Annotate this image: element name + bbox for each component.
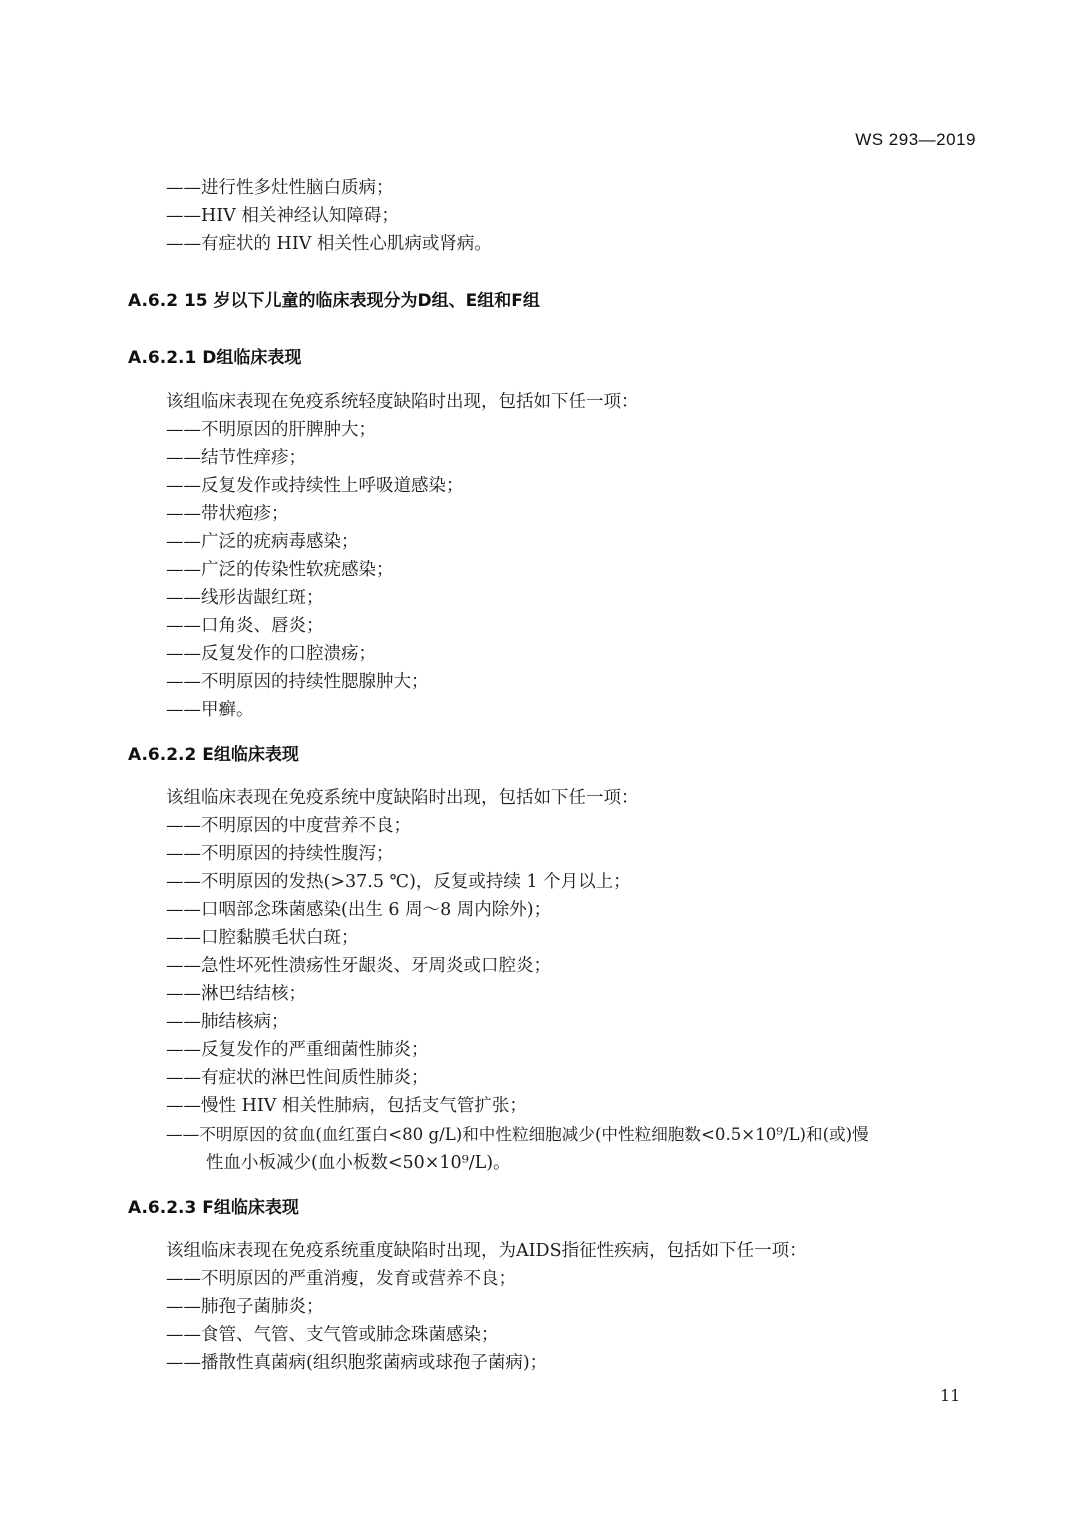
list-item-continuation: 性血小板减少(血小板数<50×10⁹/L)。	[206, 1153, 511, 1173]
paragraph: 该组临床表现在免疫系统中度缺陷时出现，包括如下任一项：	[166, 788, 639, 808]
list-item: ——广泛的传染性软疣感染；	[166, 560, 394, 580]
document-code: WS 293—2019	[855, 130, 976, 149]
page-number: 11	[940, 1386, 961, 1405]
list-item: ——淋巴结结核；	[166, 984, 306, 1004]
list-item: ——反复发作或持续性上呼吸道感染；	[166, 476, 464, 496]
list-item: ——食管、气管、支气管或肺念珠菌感染；	[166, 1325, 499, 1345]
list-item: ——不明原因的中度营养不良；	[166, 816, 411, 836]
section-heading-a622: A.6.2.2 E组临床表现	[128, 745, 299, 765]
list-item: ——肺结核病；	[166, 1012, 289, 1032]
paragraph: 该组临床表现在免疫系统轻度缺陷时出现，包括如下任一项：	[166, 392, 639, 412]
list-item: ——不明原因的持续性腹泻；	[166, 844, 394, 864]
list-item: ——有症状的 HIV 相关性心肌病或肾病。	[166, 234, 492, 254]
list-item: ——不明原因的严重消瘦，发育或营养不良；	[166, 1269, 516, 1289]
list-item: ——广泛的疣病毒感染；	[166, 532, 359, 552]
list-item: ——口角炎、唇炎；	[166, 616, 324, 636]
list-item: ——甲癣。	[166, 700, 254, 720]
list-item: ——反复发作的口腔溃疡；	[166, 644, 376, 664]
list-item: ——口腔黏膜毛状白斑；	[166, 928, 359, 948]
list-item: ——不明原因的发热(>37.5 ℃)，反复或持续 1 个月以上；	[166, 872, 631, 892]
section-heading-a623: A.6.2.3 F组临床表现	[128, 1198, 299, 1218]
paragraph: 该组临床表现在免疫系统重度缺陷时出现，为AIDS指征性疾病，包括如下任一项：	[166, 1241, 807, 1261]
list-item: ——播散性真菌病(组织胞浆菌病或球孢子菌病)；	[166, 1353, 548, 1373]
section-heading-a621: A.6.2.1 D组临床表现	[128, 348, 302, 368]
list-item: ——肺孢子菌肺炎；	[166, 1297, 324, 1317]
list-item: ——进行性多灶性脑白质病；	[166, 178, 394, 198]
list-item: ——急性坏死性溃疡性牙龈炎、牙周炎或口腔炎；	[166, 956, 551, 976]
list-item: ——有症状的淋巴性间质性肺炎；	[166, 1068, 429, 1088]
list-item: ——线形齿龈红斑；	[166, 588, 324, 608]
list-item: ——HIV 相关神经认知障碍；	[166, 206, 399, 226]
list-item: ——带状疱疹；	[166, 504, 289, 524]
list-item: ——反复发作的严重细菌性肺炎；	[166, 1040, 429, 1060]
list-item: ——不明原因的持续性腮腺肿大；	[166, 672, 429, 692]
list-item: ——不明原因的贫血(血红蛋白<80 g/L)和中性粒细胞减少(中性粒细胞数<0.5×10⁹/L)和(或)慢	[166, 1125, 869, 1144]
list-item: ——不明原因的肝脾肿大；	[166, 420, 376, 440]
list-item: ——慢性 HIV 相关性肺病，包括支气管扩张；	[166, 1096, 527, 1116]
list-item: ——结节性痒疹；	[166, 448, 306, 468]
list-item: ——口咽部念珠菌感染(出生 6 周～8 周内除外)；	[166, 900, 552, 920]
section-heading-a62: A.6.2 15 岁以下儿童的临床表现分为D组、E组和F组	[128, 291, 540, 311]
